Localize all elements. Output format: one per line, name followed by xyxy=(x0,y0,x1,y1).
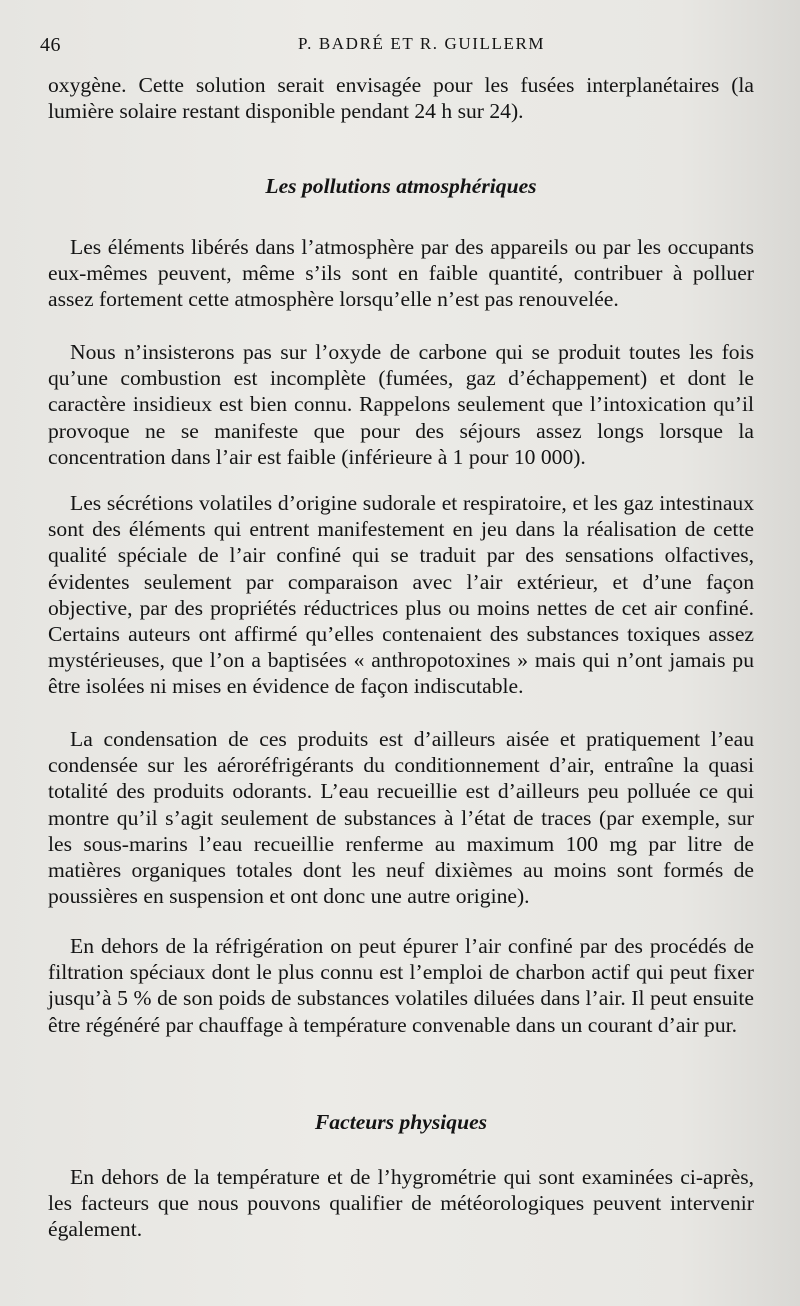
paragraph-pollutions-3: Les sécrétions volatiles d’origine sudorale et respiratoire, et les gaz intestinaux sont des éléments qui entrent manifestement en jeu dans la réalisation de cette qualité spéciale de l’air confiné qui se traduit par des sensations olfactives, évidentes seulement par comparaison avec l’air extérieur, et d’une façon objective, par des propriétés réductrices plus ou moins nettes de cet air confiné. Certains auteurs ont affirmé qu’elles contenaient des substances toxiques assez mystérieuses, que l’on a baptisées « anthropotoxines » mais qui n’ont jamais pu être isolées ni mises en évidence de façon indiscutable. xyxy=(48,491,754,699)
page-header xyxy=(40,34,780,60)
paragraph-pollutions-2: Nous n’insisterons pas sur l’oxyde de carbone qui se produit toutes les fois qu’une combustion est incomplète (fumées, gaz d’échappement) et dont le caractère insidieux est bien connu. Rappelons seulement que l’intoxication qu’il provoque ne se manifeste que pour des séjours assez longs lorsque la concentration dans l’air est faible (inférieure à 1 pour 10 000). xyxy=(48,340,754,469)
page-number: 46 xyxy=(40,34,61,56)
running-head: P. BADRÉ ET R. GUILLERM xyxy=(298,34,546,53)
intro-paragraph: oxygène. Cette solution serait envisagée pour les fusées interplanétaires (la lumière solaire restant disponible pendant 24 h sur 24). xyxy=(48,73,754,124)
section-title-pollutions: Les pollutions atmosphériques xyxy=(265,174,537,198)
paragraph-pollutions-1: Les éléments libérés dans l’atmosphère par des appareils ou par les occupants eux-mêmes peuvent, même s’ils sont en faible quantité, contribuer à polluer assez fortement cette atmosphère lorsqu’elle n’est pas renouvelée. xyxy=(48,235,754,312)
section-title-physiques: Facteurs physiques xyxy=(314,1110,488,1134)
paragraph-physiques-1: En dehors de la température et de l’hygrométrie qui sont examinées ci-après, les facteurs que nous pouvons qualifier de météorologiques peuvent intervenir également. xyxy=(48,1165,754,1242)
paragraph-pollutions-5: En dehors de la réfrigération on peut épurer l’air confiné par des procédés de filtration spéciaux dont le plus connu est l’emploi de charbon actif qui peut fixer jusqu’à 5 % de son poids de substances volatiles diluées dans l’air. Il peut ensuite être régénéré par chauffage à température convenable dans un courant d’air pur. xyxy=(48,934,754,1037)
paragraph-pollutions-4: La condensation de ces produits est d’ailleurs aisée et pratiquement l’eau condensée sur les aéroréfrigérants du conditionnement d’air, entraîne la quasi totalité des produits odorants. L’eau recueillie est d’ailleurs peu polluée ce qui montre qu’il s’agit seulement de substances à l’état de traces (par exemple, sur les sous-marins l’eau recueillie renferme au maximum 100 mg par litre de matières organiques totales dont les neuf dixièmes au moins sont formés de poussières en suspension et ont donc une autre origine). xyxy=(48,727,754,909)
